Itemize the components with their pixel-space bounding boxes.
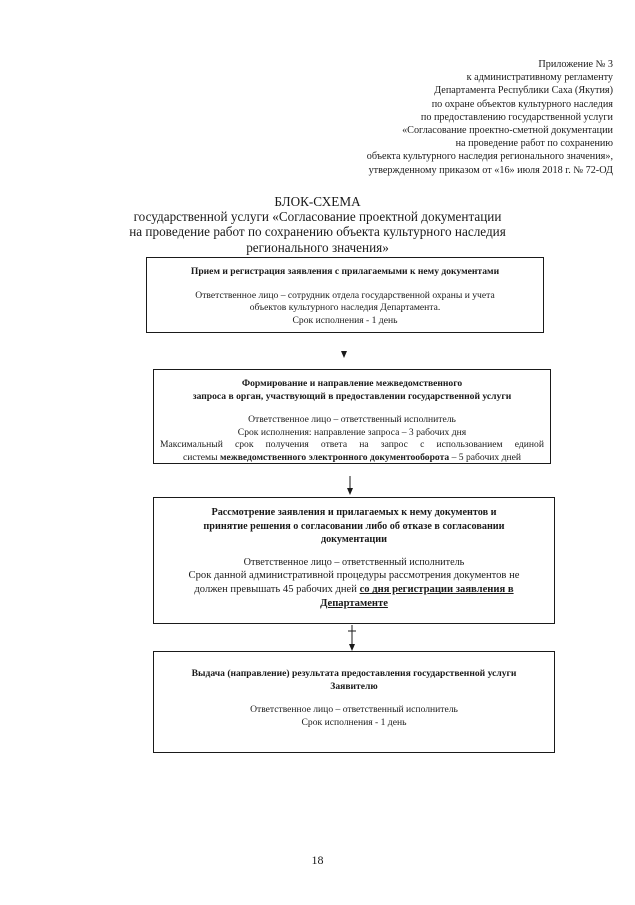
step-heading: Заявителю <box>330 680 378 692</box>
title-line: государственной услуги «Согласование проектной документации <box>133 209 502 225</box>
title-line: регионального значения» <box>246 239 389 255</box>
step-text: Ответственное лицо – ответственный исполнитель <box>248 414 456 426</box>
appendix-line: к административному регламенту <box>466 72 613 84</box>
text-fragment-underlined: со дня регистрации заявления в <box>359 584 514 596</box>
arrow-down-icon <box>347 476 353 495</box>
text-fragment: системы <box>182 451 220 463</box>
step-text: Максимальный срок получения ответа на запрос с использованием единой <box>160 439 544 451</box>
appendix-line: объекта культурного наследия регионального значения», <box>366 151 613 163</box>
step-heading: Рассмотрение заявления и прилагаемых к нему документов и <box>211 507 497 518</box>
text-fragment: – 5 рабочих дней <box>449 451 522 463</box>
appendix-line: «Согласование проектно-сметной документации <box>402 125 613 137</box>
appendix-line: утвержденному приказом от «16» июля 2018 г. № 72-ОД <box>368 164 613 176</box>
appendix-line: Департамента Республики Саха (Якутия) <box>434 85 613 97</box>
step-text: Ответственное лицо – ответственный исполнитель <box>250 704 458 716</box>
step-heading: Прием и регистрация заявления с прилагаемыми к нему документами <box>190 266 500 277</box>
appendix-line: Приложение № 3 <box>538 59 613 70</box>
text-fragment-bold: межведомственного электронного документооборота <box>219 451 450 463</box>
step-text: Срок исполнения - 1 день <box>301 716 407 728</box>
text-fragment: должен превышать 45 рабочих дней <box>194 584 360 596</box>
step-heading: Формирование и направление межведомственного <box>241 378 463 389</box>
appendix-line: по предоставлению государственной услуги <box>420 111 613 123</box>
step-heading: запроса в орган, участвующий в предоставлении государственной услуги <box>192 390 512 402</box>
step-text: Срок исполнения - 1 день <box>292 314 398 326</box>
step-heading: принятие решения о согласовании либо об отказе в согласовании <box>203 520 505 532</box>
arrow-down-icon <box>341 351 347 358</box>
step-text: объектов культурного наследия Департамента. <box>249 302 441 314</box>
step-text: Срок исполнения: направление запроса – 3 рабочих дня <box>237 426 467 438</box>
appendix-line: по охране объектов культурного наследия <box>431 98 613 110</box>
step-heading: Выдача (направление) результата предоставления государственной услуги <box>191 668 517 679</box>
page-number: 18 <box>311 853 324 867</box>
title-line: на проведение работ по сохранению объекта культурного наследия <box>129 224 506 240</box>
text-fragment-underlined: Департаменте <box>320 598 388 610</box>
step-heading: документации <box>320 534 388 546</box>
appendix-line: на проведение работ по сохранению <box>455 138 613 150</box>
arrow-down-icon <box>348 625 356 651</box>
title-line: БЛОК-СХЕМА <box>274 194 361 209</box>
step-text: Срок данной административной процедуры рассмотрения документов не <box>188 570 520 582</box>
step-text: Ответственное лицо – ответственный исполнитель <box>243 556 465 568</box>
step-text: Ответственное лицо – сотрудник отдела государственной охраны и учета <box>195 289 495 301</box>
